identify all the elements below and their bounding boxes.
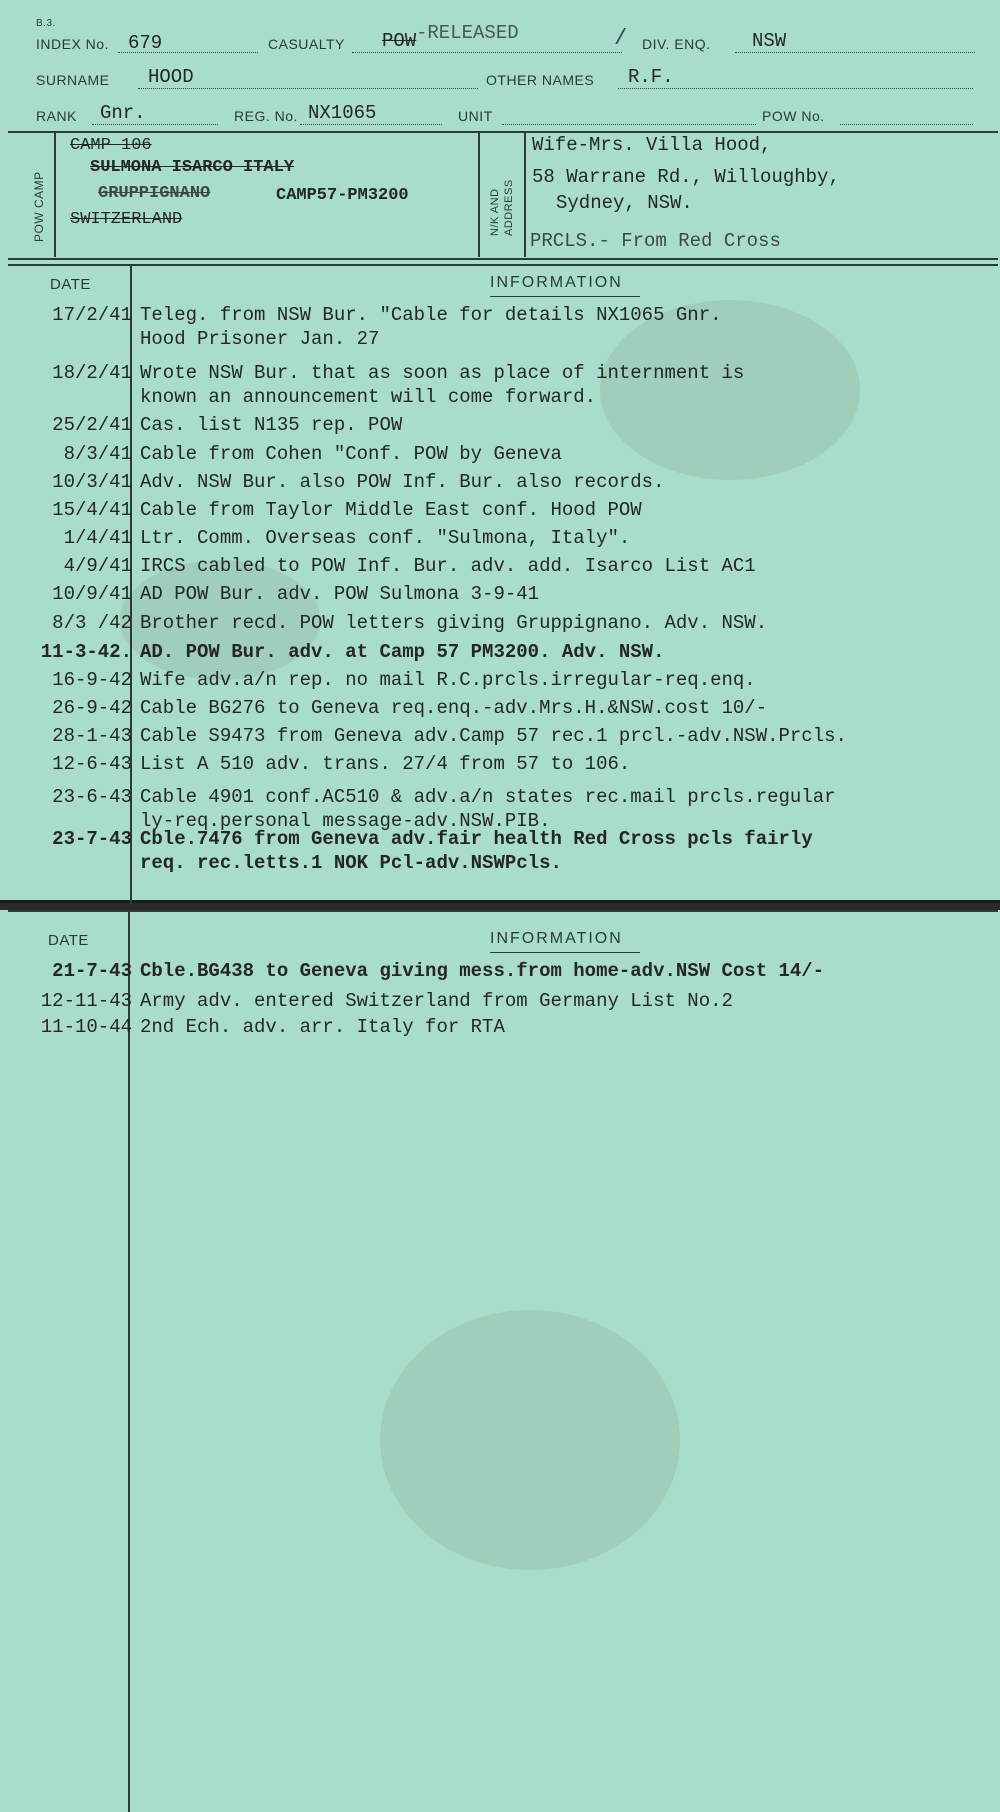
reg-no-dotted-line [300,124,442,125]
entry-text-continued: known an announcement will come forward. [140,386,597,408]
entry-text: Cable BG276 to Geneva req.enq.-adv.Mrs.H.&NSW.cost 10/- [140,697,768,719]
table-row [0,641,1000,665]
form-code: B.3. [36,18,56,29]
other-names-dotted-line [618,88,973,89]
camp-line: CAMP 106 [70,136,152,155]
entry-date: 4/9/41 [63,555,132,577]
table-row [0,527,1000,551]
div-enq-label: DIV. ENQ. [642,36,711,52]
entry-text: Cble.7476 from Geneva adv.fair health Red Cross pcls fairly [140,828,813,850]
index-dotted-line [118,52,258,53]
table-row [0,443,1000,467]
nok-divider-left [478,131,480,257]
nok-label-line: N/K AND [489,188,501,236]
surname-value: HOOD [148,66,194,88]
div-enq-dotted-line [735,52,975,53]
entry-text: Teleg. from NSW Bur. "Cable for details NX1065 Gnr. [140,304,722,326]
table-row [0,612,1000,636]
surname-dotted-line [138,88,478,89]
casualty-label: CASUALTY [268,36,345,52]
entry-text: Cable S9473 from Geneva adv.Camp 57 rec.1 prcl.-adv.NSW.Prcls. [140,725,847,747]
pow-camp-label: POW CAMP [32,171,46,242]
table-row [0,555,1000,579]
pow-no-label: POW No. [762,108,825,124]
entry-text: AD POW Bur. adv. POW Sulmona 3-9-41 [140,583,540,605]
other-names-label: OTHER NAMES [486,72,595,88]
entry-text: 2nd Ech. adv. arr. Italy for RTA [140,1016,505,1038]
entry-text: Brother recd. POW letters giving Gruppignano. Adv. NSW. [140,612,768,634]
rank-value: Gnr. [100,102,146,124]
table-row [0,753,1000,777]
entry-date: 8/3/41 [63,443,132,465]
entry-text: Ltr. Comm. Overseas conf. "Sulmona, Italy". [140,527,631,549]
entry-text: Wife adv.a/n rep. no mail R.C.prcls.irregular-req.enq. [140,669,756,691]
entry-date: 12-6-43 [52,753,132,775]
table-row [0,1016,1000,1040]
pow-no-dotted-line [840,124,973,125]
table-top-rule [8,258,998,260]
nok-line: Sydney, NSW. [556,192,693,214]
rank-label: RANK [36,108,77,124]
camp-line: CAMP57-PM3200 [276,186,409,205]
entry-text: Wrote NSW Bur. that as soon as place of internment is [140,362,745,384]
entry-date: 11-10-44 [40,1016,132,1038]
camp-line: SULMONA ISARCO ITALY [90,158,295,177]
nok-divider-right [524,131,526,257]
prcls-line: PRCLS.- From Red Cross [530,230,781,252]
entry-text-continued: req. rec.letts.1 NOK Pcl-adv.NSWPcls. [140,852,562,874]
entry-text-continued: Hood Prisoner Jan. 27 [140,328,380,350]
div-enq-value: NSW [752,30,787,52]
table-row [0,990,1000,1014]
unit-label: UNIT [458,108,493,124]
index-label: INDEX No. [36,36,109,52]
table-row [0,362,1000,408]
table-row [0,583,1000,607]
entry-date: 12-11-43 [40,990,132,1012]
entry-text: Cas. list N135 rep. POW [140,414,403,436]
camp-line: SWITZERLAND [70,210,183,229]
unit-dotted-line [502,124,756,125]
entry-text: List A 510 adv. trans. 27/4 from 57 to 106. [140,753,631,775]
entry-text: Cable from Taylor Middle East conf. Hood POW [140,499,642,521]
entry-date: 8/3 /42 [52,612,132,634]
info-header: INFORMATION [490,930,623,947]
table-row [0,304,1000,350]
entry-date: 10/3/41 [52,471,132,493]
entry-date: 25/2/41 [52,414,132,436]
entry-date: 16-9-42 [52,669,132,691]
nok-label [488,179,516,236]
table-row [0,471,1000,495]
reg-no-label: REG. No. [234,108,298,124]
entry-date: 26-9-42 [52,697,132,719]
table-row [0,414,1000,438]
table-row [0,697,1000,721]
table-top-rule-inner [8,264,998,266]
surname-label: SURNAME [36,72,110,88]
entry-text: Cable from Cohen "Conf. POW by Geneva [140,443,562,465]
casualty-struck-value: POW [382,30,417,52]
table-top-rule [8,910,998,912]
entry-date: 23-7-43 [52,828,132,850]
rank-dotted-line [92,124,218,125]
other-names-value: R.F. [628,66,674,88]
date-header: DATE [50,276,91,293]
entry-date: 18/2/41 [52,362,132,384]
entry-text: Adv. NSW Bur. also POW Inf. Bur. also records. [140,471,665,493]
nok-line: Wife-Mrs. Villa Hood, [532,134,772,156]
info-header-underline [490,296,640,297]
entry-text: Army adv. entered Switzerland from Germany List No.2 [140,990,733,1012]
date-header: DATE [48,932,89,949]
camp-line: GRUPPIGNANO [98,184,211,203]
entry-date: 15/4/41 [52,499,132,521]
entry-text: Cable 4901 conf.AC510 & adv.a/n states rec.mail prcls.regular [140,786,836,808]
table-row [0,725,1000,749]
nok-label-line: ADDRESS [503,179,515,236]
camp-divider [54,131,56,257]
entry-text-continued: ly-req.personal message-adv.NSW.PIB. [140,810,551,832]
casualty-value: -RELEASED [416,22,519,44]
info-header-underline [490,952,640,953]
record-card-back [0,910,1000,1812]
entry-date: 28-1-43 [52,725,132,747]
info-header: INFORMATION [490,274,623,291]
table-row [0,828,1000,874]
record-card-front [0,0,1000,903]
table-row [0,786,1000,832]
entry-date: 23-6-43 [52,786,132,808]
entry-text: Cble.BG438 to Geneva giving mess.from home-adv.NSW Cost 14/- [140,960,825,982]
header-rule [8,131,998,133]
entry-date: 10/9/41 [52,583,132,605]
table-row [0,669,1000,693]
entry-text: IRCS cabled to POW Inf. Bur. adv. add. Isarco List AC1 [140,555,756,577]
index-value: 679 [128,32,163,54]
reg-no-value: NX1065 [308,102,377,124]
date-column-divider [128,910,130,1812]
entry-date: 21-7-43 [52,960,132,982]
paper-stain [380,1310,680,1570]
table-row [0,960,1000,984]
nok-line: 58 Warrane Rd., Willoughby, [532,166,840,188]
entry-date: 1/4/41 [63,527,132,549]
entry-date: 17/2/41 [52,304,132,326]
table-row [0,499,1000,523]
entry-date: 11-3-42. [40,641,132,663]
pen-mark: / [614,26,628,51]
entry-text: AD. POW Bur. adv. at Camp 57 PM3200. Adv. NSW. [140,641,665,663]
casualty-dotted-line [352,52,622,53]
